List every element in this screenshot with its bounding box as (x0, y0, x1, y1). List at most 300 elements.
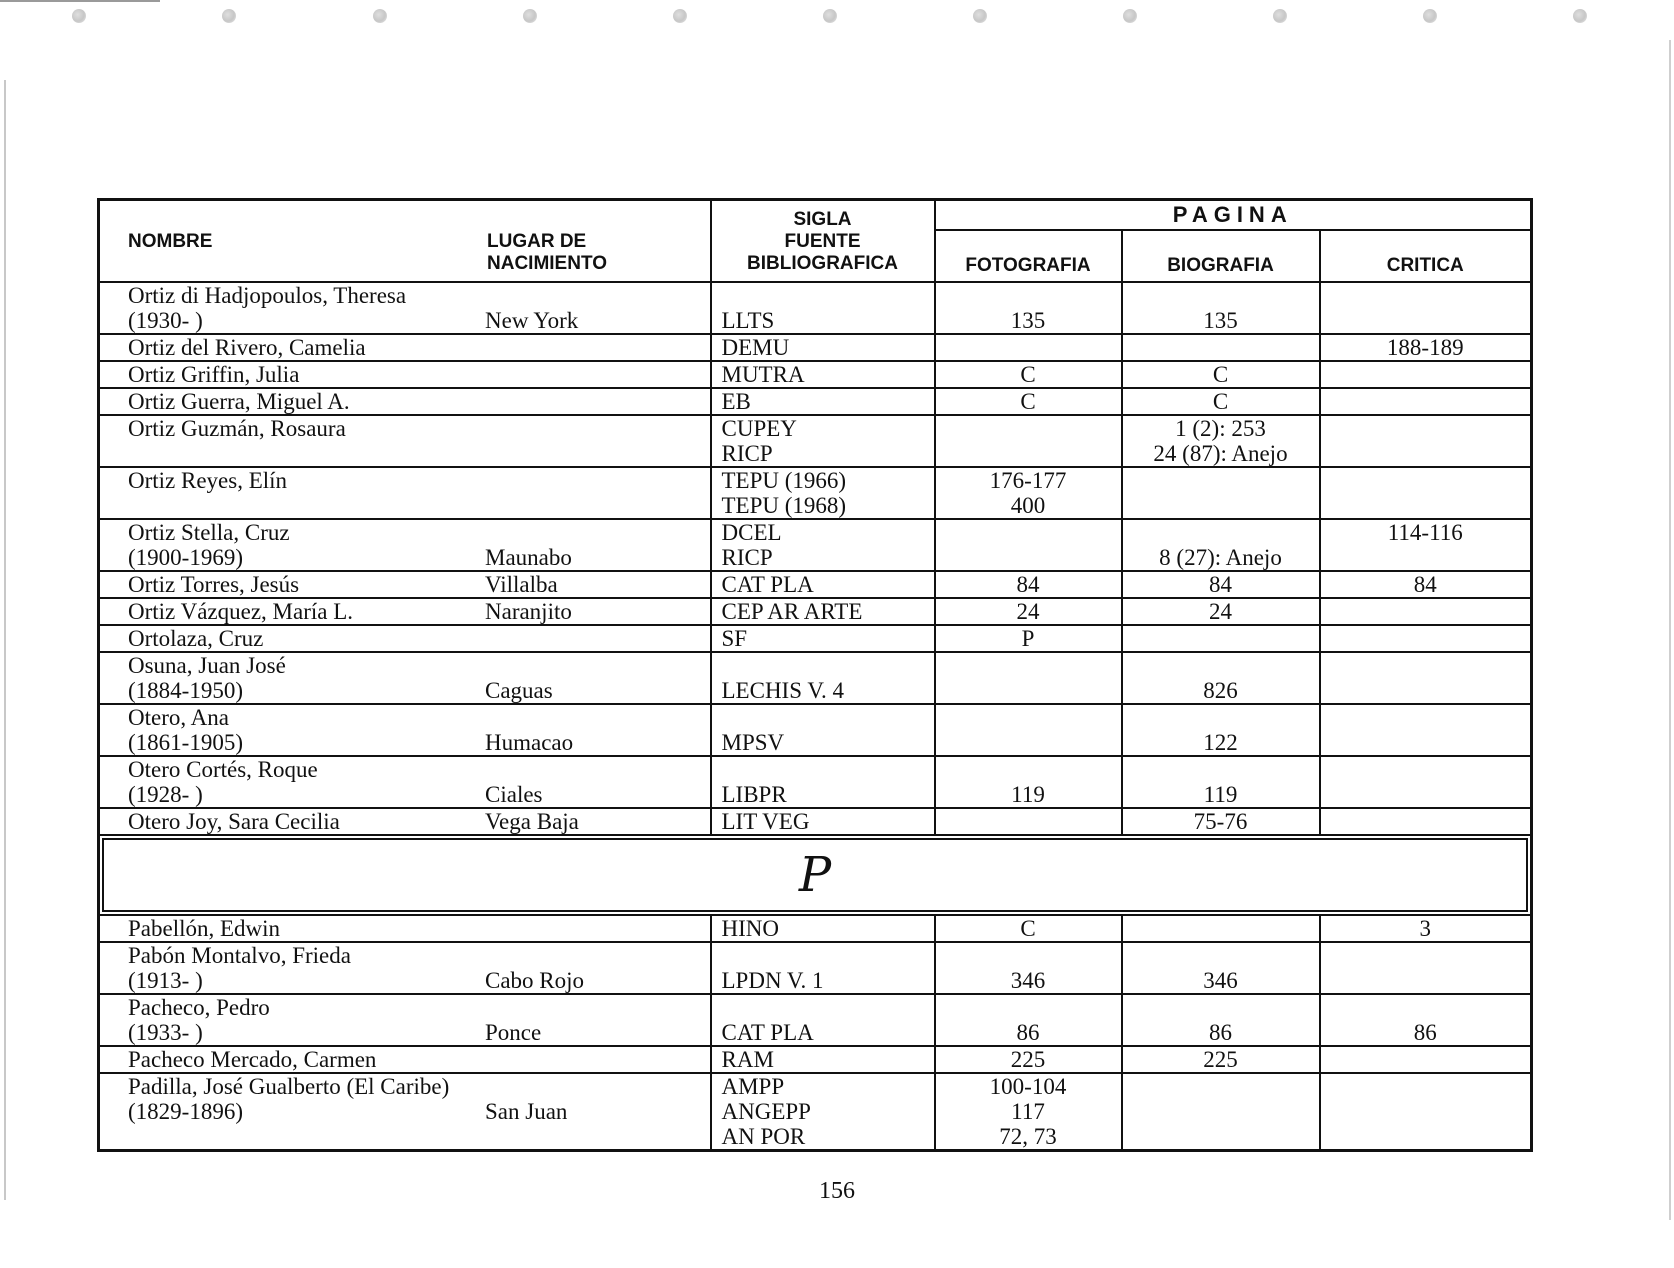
critica-line (1321, 653, 1531, 678)
critica-line (1321, 283, 1531, 308)
fotografia-cell (935, 625, 1122, 652)
biografia-line (1123, 943, 1319, 968)
table-row (99, 388, 1532, 415)
fotografia-cell (935, 808, 1122, 835)
fotografia-cell (935, 704, 1122, 756)
lugar-line (485, 995, 710, 1020)
table-row (99, 915, 1532, 942)
fotografia-cell (935, 415, 1122, 467)
fotografia-line: 225 (1010, 1047, 1046, 1072)
fotografia-line (936, 283, 1121, 308)
page-edge-left (4, 80, 6, 1200)
sigla-line: MUTRA (721, 362, 805, 387)
nombre-cell (99, 652, 711, 704)
critica-line (1321, 678, 1531, 703)
sigla-cell (711, 808, 935, 835)
fotografia-line: 119 (1011, 782, 1045, 807)
table-row (99, 994, 1532, 1046)
nombre-cell (99, 334, 711, 361)
biografia-line (1123, 1074, 1319, 1099)
nombre-line: (1884-1950) (128, 678, 243, 703)
nombre-line: Ortiz Stella, Cruz (128, 520, 290, 545)
nombre-cell (99, 625, 711, 652)
fotografia-cell (935, 334, 1122, 361)
critica-line (1321, 995, 1531, 1020)
nombre-cell (99, 361, 711, 388)
fotografia-line: 135 (1010, 308, 1046, 333)
header-pagina: PAGINA (935, 200, 1532, 231)
binder-hole-icon (673, 9, 687, 23)
fotografia-cell (935, 915, 1122, 942)
lugar-line (485, 1124, 710, 1149)
lugar-line (485, 335, 710, 360)
sigla-line: LPDN V. 1 (721, 968, 824, 993)
binder-hole-icon (1573, 9, 1587, 23)
nombre-line: Pacheco Mercado, Carmen (128, 1047, 377, 1072)
nombre-cell (99, 598, 711, 625)
biografia-cell (1122, 942, 1320, 994)
lugar-line: Ciales (485, 782, 543, 807)
biografia-cell (1122, 1073, 1320, 1151)
bibliography-table (97, 198, 1533, 1152)
sigla-line: DCEL (721, 520, 782, 545)
biografia-line (1123, 757, 1319, 782)
biografia-line: 8 (27): Anejo (1159, 545, 1282, 570)
biografia-line: 346 (1203, 968, 1238, 993)
table-row (99, 467, 1532, 519)
header-sigla-line: FUENTE (784, 231, 861, 252)
critica-line (1321, 757, 1531, 782)
sigla-cell (711, 415, 935, 467)
header-sigla (711, 200, 935, 283)
table-row (99, 519, 1532, 571)
nombre-cell (99, 808, 711, 835)
critica-cell (1320, 282, 1532, 334)
rows-section-p (99, 915, 1532, 1151)
sigla-cell (711, 467, 935, 519)
biografia-line (1123, 468, 1319, 493)
binder-hole-icon (222, 9, 236, 23)
fotografia-cell (935, 1073, 1122, 1151)
header-lugar-line: NACIMIENTO (487, 253, 607, 274)
fotografia-cell (935, 361, 1122, 388)
section-divider (99, 835, 1532, 915)
sigla-cell (711, 519, 935, 571)
table-row (99, 282, 1532, 334)
fotografia-line: 117 (1011, 1099, 1045, 1124)
sigla-cell (711, 361, 935, 388)
critica-line: 114-116 (1387, 520, 1463, 545)
lugar-line: Ponce (485, 1020, 542, 1045)
bibliography-sheet (97, 198, 1531, 1152)
sigla-cell (711, 704, 935, 756)
biografia-line: 122 (1203, 730, 1238, 755)
table-row (99, 415, 1532, 467)
nombre-line: Pacheco, Pedro (128, 995, 270, 1020)
sigla-line: ANGEPP (721, 1099, 811, 1124)
fotografia-line (936, 653, 1121, 678)
critica-line (1321, 809, 1531, 834)
sigla-line (722, 943, 934, 968)
nombre-line: Osuna, Juan José (128, 653, 286, 678)
nombre-cell (99, 1073, 711, 1151)
table-row (99, 942, 1532, 994)
critica-line (1321, 599, 1531, 624)
critica-cell (1320, 704, 1532, 756)
critica-line (1321, 943, 1531, 968)
biografia-line: 826 (1203, 678, 1238, 703)
nombre-cell (99, 942, 711, 994)
header-nombre: NOMBRE (128, 231, 213, 252)
fotografia-cell (935, 1046, 1122, 1073)
fotografia-line: 24 (1016, 599, 1040, 624)
critica-line: 86 (1413, 1020, 1437, 1045)
biografia-cell (1122, 756, 1320, 808)
fotografia-line (936, 545, 1121, 570)
nombre-line: (1930- ) (128, 308, 203, 333)
lugar-line (485, 283, 710, 308)
critica-line (1321, 468, 1531, 493)
lugar-line (485, 705, 710, 730)
table-row (99, 571, 1532, 598)
binder-holes (60, 0, 1620, 34)
biografia-line: 75-76 (1193, 809, 1248, 834)
table-row (99, 756, 1532, 808)
biografia-line (1123, 705, 1319, 730)
nombre-line: Otero Cortés, Roque (128, 757, 318, 782)
lugar-line (485, 916, 710, 941)
sigla-line: LLTS (721, 308, 775, 333)
nombre-line: Ortiz Torres, Jesús (128, 572, 300, 597)
header-biografia: BIOGRAFIA (1122, 230, 1320, 282)
table-row (99, 598, 1532, 625)
sigla-line (722, 283, 934, 308)
nombre-line (128, 441, 485, 466)
critica-line (1321, 1099, 1531, 1124)
sigla-cell (711, 942, 935, 994)
binder-hole-icon (1423, 9, 1437, 23)
table-row (99, 808, 1532, 835)
fotografia-line: C (1020, 916, 1036, 941)
sigla-line: CAT PLA (721, 572, 814, 597)
biografia-cell (1122, 415, 1320, 467)
binder-hole-icon (1123, 9, 1137, 23)
lugar-line (485, 362, 710, 387)
lugar-line (485, 626, 710, 651)
biografia-line: 135 (1203, 308, 1238, 333)
biografia-line: C (1212, 389, 1229, 414)
fotografia-line (936, 809, 1121, 834)
sigla-cell (711, 598, 935, 625)
fotografia-cell (935, 598, 1122, 625)
lugar-line (485, 520, 710, 545)
header-fotografia: FOTOGRAFIA (935, 230, 1122, 282)
sigla-line: MPSV (721, 730, 785, 755)
sigla-line: RICP (721, 545, 773, 570)
nombre-cell (99, 994, 711, 1046)
sigla-line (722, 705, 934, 730)
table-row (99, 361, 1532, 388)
nombre-cell (99, 571, 711, 598)
biografia-line (1123, 1099, 1319, 1124)
lugar-line: Maunabo (485, 545, 572, 570)
fotografia-cell (935, 282, 1122, 334)
fotografia-line (936, 441, 1121, 466)
biografia-line: 119 (1203, 782, 1238, 807)
sigla-line: DEMU (721, 335, 790, 360)
critica-line (1321, 626, 1531, 651)
fotografia-line: C (1020, 389, 1036, 414)
sigla-cell (711, 571, 935, 598)
biografia-cell (1122, 598, 1320, 625)
sigla-line: LECHIS V. 4 (721, 678, 844, 703)
page-number: 156 (819, 1178, 855, 1204)
critica-line (1321, 968, 1531, 993)
nombre-line: Ortiz Griffin, Julia (128, 362, 300, 387)
critica-line: 188-189 (1386, 335, 1464, 360)
sigla-line: RAM (721, 1047, 774, 1072)
critica-cell (1320, 388, 1532, 415)
fotografia-line (936, 416, 1121, 441)
nombre-line: (1933- ) (128, 1020, 203, 1045)
fotografia-line (936, 943, 1121, 968)
nombre-line: (1900-1969) (128, 545, 243, 570)
nombre-line: Ortiz Reyes, Elín (128, 468, 288, 493)
critica-line (1321, 705, 1531, 730)
lugar-line (485, 389, 710, 414)
fotografia-line (936, 757, 1121, 782)
lugar-line (485, 757, 710, 782)
lugar-line (485, 441, 710, 466)
biografia-line (1123, 626, 1319, 651)
fotografia-line: 86 (1016, 1020, 1040, 1045)
sigla-line (722, 757, 934, 782)
critica-cell (1320, 915, 1532, 942)
lugar-line (485, 1074, 710, 1099)
nombre-cell (99, 388, 711, 415)
lugar-line: Cabo Rojo (485, 968, 585, 993)
sigla-line: RICP (721, 441, 773, 466)
sigla-cell (711, 915, 935, 942)
lugar-line (485, 493, 710, 518)
biografia-line (1123, 520, 1319, 545)
biografia-cell (1122, 994, 1320, 1046)
binder-hole-icon (523, 9, 537, 23)
nombre-line (128, 493, 485, 518)
nombre-line: (1928- ) (128, 782, 203, 807)
sigla-line: CAT PLA (721, 1020, 814, 1045)
fotografia-line (936, 678, 1121, 703)
critica-line (1321, 362, 1531, 387)
sigla-line: LIT VEG (721, 809, 810, 834)
critica-line (1321, 493, 1531, 518)
sigla-line (722, 995, 934, 1020)
biografia-cell (1122, 361, 1320, 388)
sigla-line: LIBPR (721, 782, 787, 807)
nombre-line: Ortiz del Rivero, Camelia (128, 335, 366, 360)
table-row (99, 704, 1532, 756)
header-lugar (485, 231, 607, 281)
header-sigla-line: BIBLIOGRAFICA (747, 253, 898, 274)
page-edge-right (1669, 40, 1671, 1220)
section-letter-cell (99, 835, 1532, 915)
sigla-line: HINO (721, 916, 779, 941)
sigla-cell (711, 334, 935, 361)
biografia-cell (1122, 388, 1320, 415)
binder-hole-icon (1273, 9, 1287, 23)
biografia-line (1123, 1124, 1319, 1149)
biografia-line: 225 (1203, 1047, 1238, 1072)
fotografia-line (936, 335, 1121, 360)
lugar-line: Humacao (485, 730, 574, 755)
sigla-cell (711, 1046, 935, 1073)
rows-section-o (99, 282, 1532, 835)
binder-hole-icon (823, 9, 837, 23)
nombre-cell (99, 519, 711, 571)
nombre-line: Ortiz Vázquez, María L. (128, 599, 354, 624)
critica-cell (1320, 994, 1532, 1046)
critica-cell (1320, 808, 1532, 835)
binder-hole-icon (973, 9, 987, 23)
biografia-cell (1122, 467, 1320, 519)
nombre-line: (1861-1905) (128, 730, 243, 755)
critica-line (1321, 545, 1531, 570)
binder-hole-icon (373, 9, 387, 23)
lugar-line (485, 416, 710, 441)
critica-line (1321, 782, 1531, 807)
lugar-line: Caguas (485, 678, 553, 703)
lugar-line: San Juan (485, 1099, 568, 1124)
fotografia-line (936, 730, 1121, 755)
header-sigla-line: SIGLA (793, 209, 852, 230)
lugar-line (485, 1047, 710, 1072)
sigla-line: CUPEY (721, 416, 797, 441)
nombre-cell (99, 282, 711, 334)
biografia-cell (1122, 625, 1320, 652)
biografia-cell (1122, 1046, 1320, 1073)
table-header (99, 200, 1532, 283)
fotografia-line: 176-177 (989, 468, 1067, 493)
biografia-cell (1122, 571, 1320, 598)
nombre-line (128, 1124, 485, 1149)
critica-cell (1320, 652, 1532, 704)
section-letter-box (102, 838, 1528, 912)
sigla-line: TEPU (1966) (721, 468, 847, 493)
biografia-line (1123, 493, 1319, 518)
table-row (99, 334, 1532, 361)
binder-hole-icon (72, 9, 86, 23)
sigla-line: SF (721, 626, 748, 651)
biografia-cell (1122, 282, 1320, 334)
sigla-line (722, 653, 934, 678)
fotografia-line: 400 (1010, 493, 1046, 518)
critica-cell (1320, 519, 1532, 571)
critica-cell (1320, 1046, 1532, 1073)
critica-cell (1320, 571, 1532, 598)
fotografia-cell (935, 519, 1122, 571)
lugar-line (485, 943, 710, 968)
nombre-cell (99, 1046, 711, 1073)
critica-line (1321, 389, 1531, 414)
critica-line (1321, 730, 1531, 755)
biografia-line (1123, 335, 1319, 360)
nombre-line: Ortolaza, Cruz (128, 626, 264, 651)
fotografia-cell (935, 388, 1122, 415)
biografia-line: C (1212, 362, 1229, 387)
nombre-line: Padilla, José Gualberto (El Caribe) (128, 1074, 450, 1099)
header-nombre-cell (99, 200, 711, 283)
fotografia-cell (935, 756, 1122, 808)
fotografia-cell (935, 652, 1122, 704)
critica-line: 84 (1413, 572, 1437, 597)
fotografia-line: C (1020, 362, 1036, 387)
biografia-line: 86 (1209, 1020, 1232, 1045)
sigla-line: CEP AR ARTE (721, 599, 863, 624)
fotografia-line: 72, 73 (999, 1124, 1057, 1149)
biografia-cell (1122, 334, 1320, 361)
biografia-line: 24 (87): Anejo (1153, 441, 1288, 466)
fotografia-cell (935, 942, 1122, 994)
sigla-line: AN POR (721, 1124, 806, 1149)
critica-cell (1320, 942, 1532, 994)
nombre-line: Pabellón, Edwin (128, 916, 281, 941)
header-critica: CRITICA (1320, 230, 1532, 282)
critica-line (1321, 1124, 1531, 1149)
critica-line (1321, 1074, 1531, 1099)
lugar-line: Villalba (485, 572, 558, 597)
nombre-line: (1913- ) (128, 968, 203, 993)
section-letter: P (798, 847, 832, 903)
critica-cell (1320, 756, 1532, 808)
sigla-line: AMPP (721, 1074, 785, 1099)
fotografia-line (936, 995, 1121, 1020)
nombre-line: Ortiz Guzmán, Rosaura (128, 416, 346, 441)
sigla-cell (711, 282, 935, 334)
nombre-line: Otero Joy, Sara Cecilia (128, 809, 340, 834)
sigla-line: EB (721, 389, 751, 414)
critica-cell (1320, 1073, 1532, 1151)
fotografia-line: 346 (1010, 968, 1046, 993)
lugar-line: New York (485, 308, 579, 333)
critica-cell (1320, 334, 1532, 361)
nombre-line: Pabón Montalvo, Frieda (128, 943, 351, 968)
biografia-line (1123, 283, 1319, 308)
sigla-cell (711, 756, 935, 808)
critica-line (1321, 441, 1531, 466)
fotografia-line: 100-104 (989, 1074, 1067, 1099)
critica-line (1321, 1047, 1531, 1072)
nombre-cell (99, 467, 711, 519)
nombre-line: Otero, Ana (128, 705, 229, 730)
biografia-line: 1 (2): 253 (1175, 416, 1266, 441)
nombre-line: (1829-1896) (128, 1099, 243, 1124)
biografia-cell (1122, 519, 1320, 571)
critica-cell (1320, 598, 1532, 625)
nombre-cell (99, 915, 711, 942)
biografia-cell (1122, 915, 1320, 942)
biografia-line (1123, 653, 1319, 678)
nombre-line: Ortiz Guerra, Miguel A. (128, 389, 350, 414)
biografia-cell (1122, 808, 1320, 835)
lugar-line: Vega Baja (485, 809, 579, 834)
sigla-cell (711, 652, 935, 704)
biografia-line: 84 (1209, 572, 1232, 597)
fotografia-line: P (1021, 626, 1035, 651)
nombre-cell (99, 756, 711, 808)
lugar-line (485, 468, 710, 493)
biografia-line: 24 (1209, 599, 1232, 624)
fotografia-cell (935, 467, 1122, 519)
